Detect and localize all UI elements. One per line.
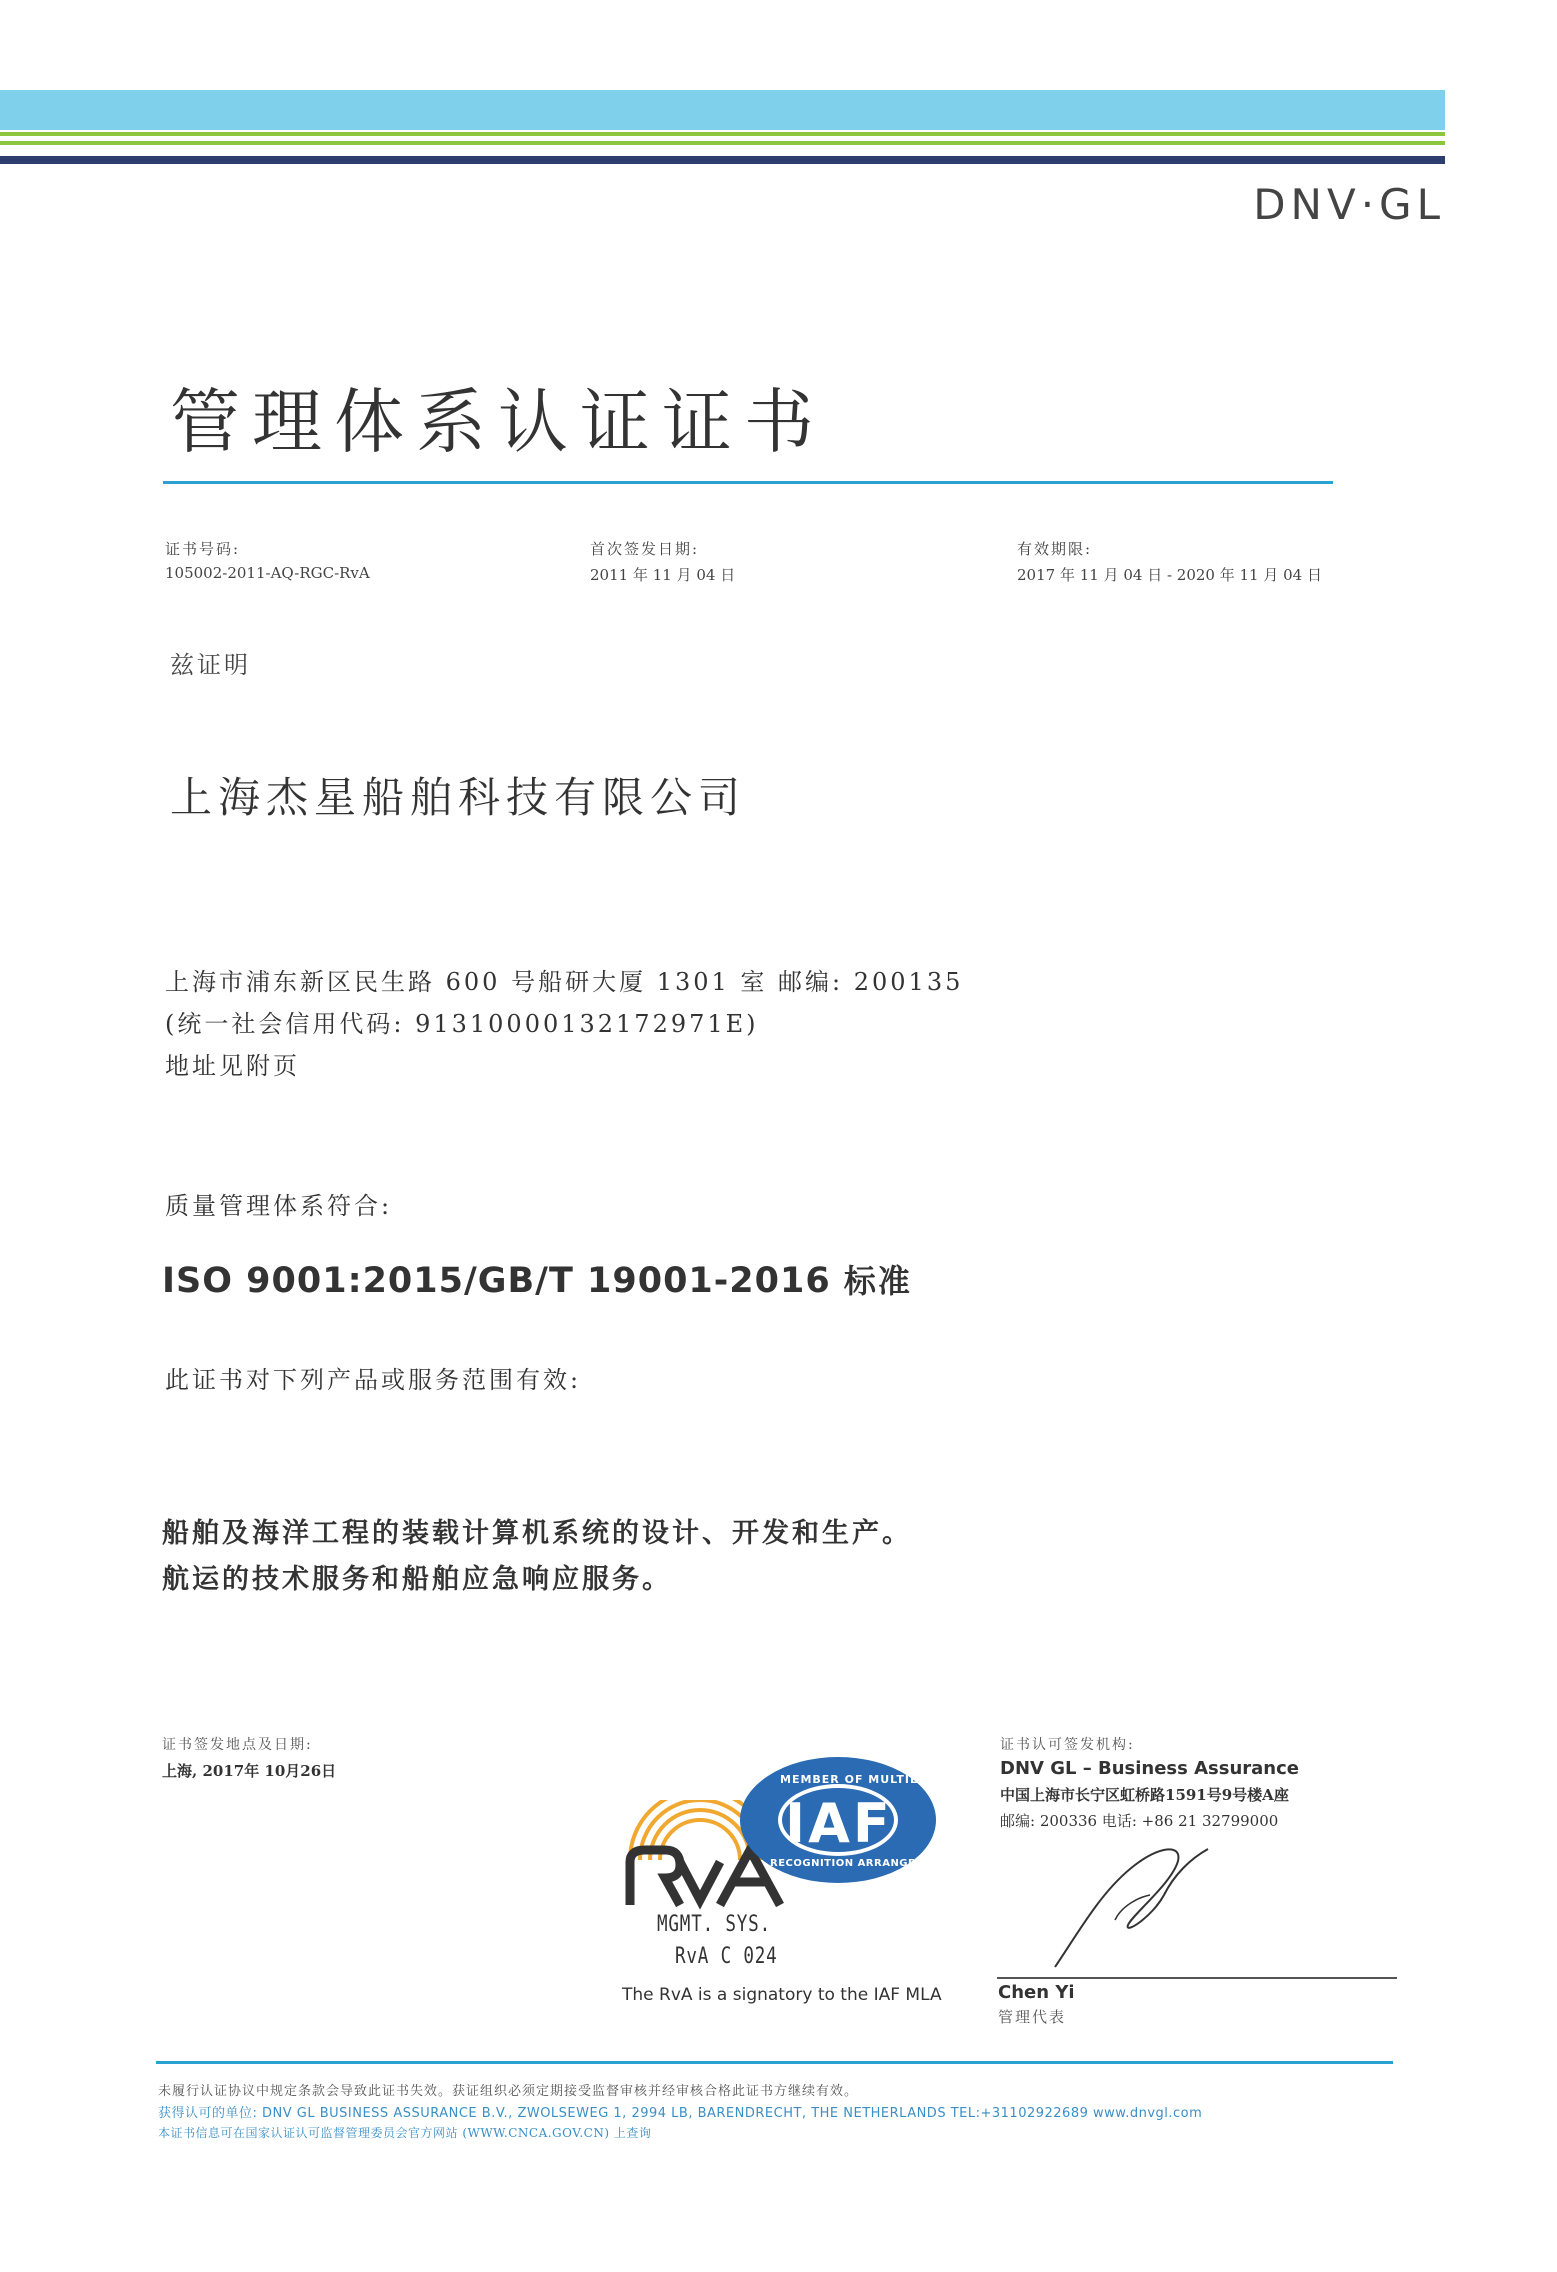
signature [1040,1835,1220,1975]
address-line-2: (统一社会信用代码: 91310000132172971E) [165,1010,759,1038]
footer-divider [156,2061,1393,2064]
issuer-contact: 邮编: 200336 电话: +86 21 32799000 [1000,1812,1279,1830]
title-divider [163,481,1333,484]
first-issue-value: 2011 年 11 月 04 日 [590,566,736,584]
certificate-title: 管理体系认证证书 [170,381,826,463]
rva-mgmt-text: MGMT. SYS. [657,1912,771,1937]
signatory-role: 管理代表 [998,2008,1067,2026]
scope-line-1: 船舶及海洋工程的装载计算机系统的设计、开发和生产。 [162,1518,912,1549]
standard-line [162,1256,912,1302]
issue-place-value: 上海, 2017年 10月26日 [162,1762,337,1780]
iaf-member-text: MEMBER OF MULTILATERAL [780,1773,971,1786]
address-line-3: 地址见附页 [165,1052,300,1080]
address-line-1: 上海市浦东新区民生路 600 号船研大厦 1301 室 邮编: 200135 [165,968,964,996]
signatory-name: Chen Yi [998,1982,1075,2003]
header-band-navy [0,156,1445,164]
company-name: 上海杰星船舶科技有限公司 [170,773,747,822]
footer-line-1: 未履行认证协议中规定条款会导致此证书失效。获证组织必须定期接受监督审核并经审核合格此证书方继续有效。 [158,2084,859,2099]
footer-line-2: 获得认可的单位: DNV GL BUSINESS ASSURANCE B.V., ZWOLSEWEG 1, 2994 LB, BARENDRECHT, THE NETHERLANDS TEL:+31102922689 www.dnvgl.com [158,2106,1203,2121]
header-band-light [0,90,1445,130]
issuer-label: 证书认可签发机构: [1000,1737,1135,1753]
scope-line-2: 航运的技术服务和船舶应急响应服务。 [162,1564,672,1595]
header-band-green [0,132,1445,136]
footer-line-3: 本证书信息可在国家认证认可监督管理委员会官方网站 (WWW.CNCA.GOV.CN) 上查询 [158,2126,652,2140]
signature-icon [1040,1835,1220,1975]
standard-code: ISO 9001:2015/GB/T 19001-2016 [162,1261,831,1301]
certify-text: 兹证明 [170,651,251,679]
iaf-recognition-text: RECOGNITION ARRANGEMENT [770,1858,950,1869]
conforms-text: 质量管理体系符合: [165,1192,393,1220]
iaf-text: IAF [785,1792,893,1855]
rva-code-text: RvA C 024 [675,1944,778,1969]
cert-no-value: 105002-2011-AQ-RGC-RvA [165,564,370,582]
standard-suffix: 标准 [843,1262,912,1300]
issuer-name: DNV GL – Business Assurance [1000,1758,1300,1779]
header-band-green [0,141,1445,145]
first-issue-label: 首次签发日期: [590,540,700,558]
signature-line [997,1977,1397,1979]
dnvgl-logo: DNV·GL [1253,180,1445,229]
scope-intro: 此证书对下列产品或服务范围有效: [165,1366,582,1394]
validity-value: 2017 年 11 月 04 日 - 2020 年 11 月 04 日 [1017,566,1322,584]
cert-no-label: 证书号码: [165,540,241,558]
validity-label: 有效期限: [1017,540,1093,558]
issue-place-label: 证书签发地点及日期: [162,1737,313,1753]
issuer-address: 中国上海市长宁区虹桥路1591号9号楼A座 [1000,1786,1289,1804]
mla-note: The RvA is a signatory to the IAF MLA [622,1985,942,2005]
